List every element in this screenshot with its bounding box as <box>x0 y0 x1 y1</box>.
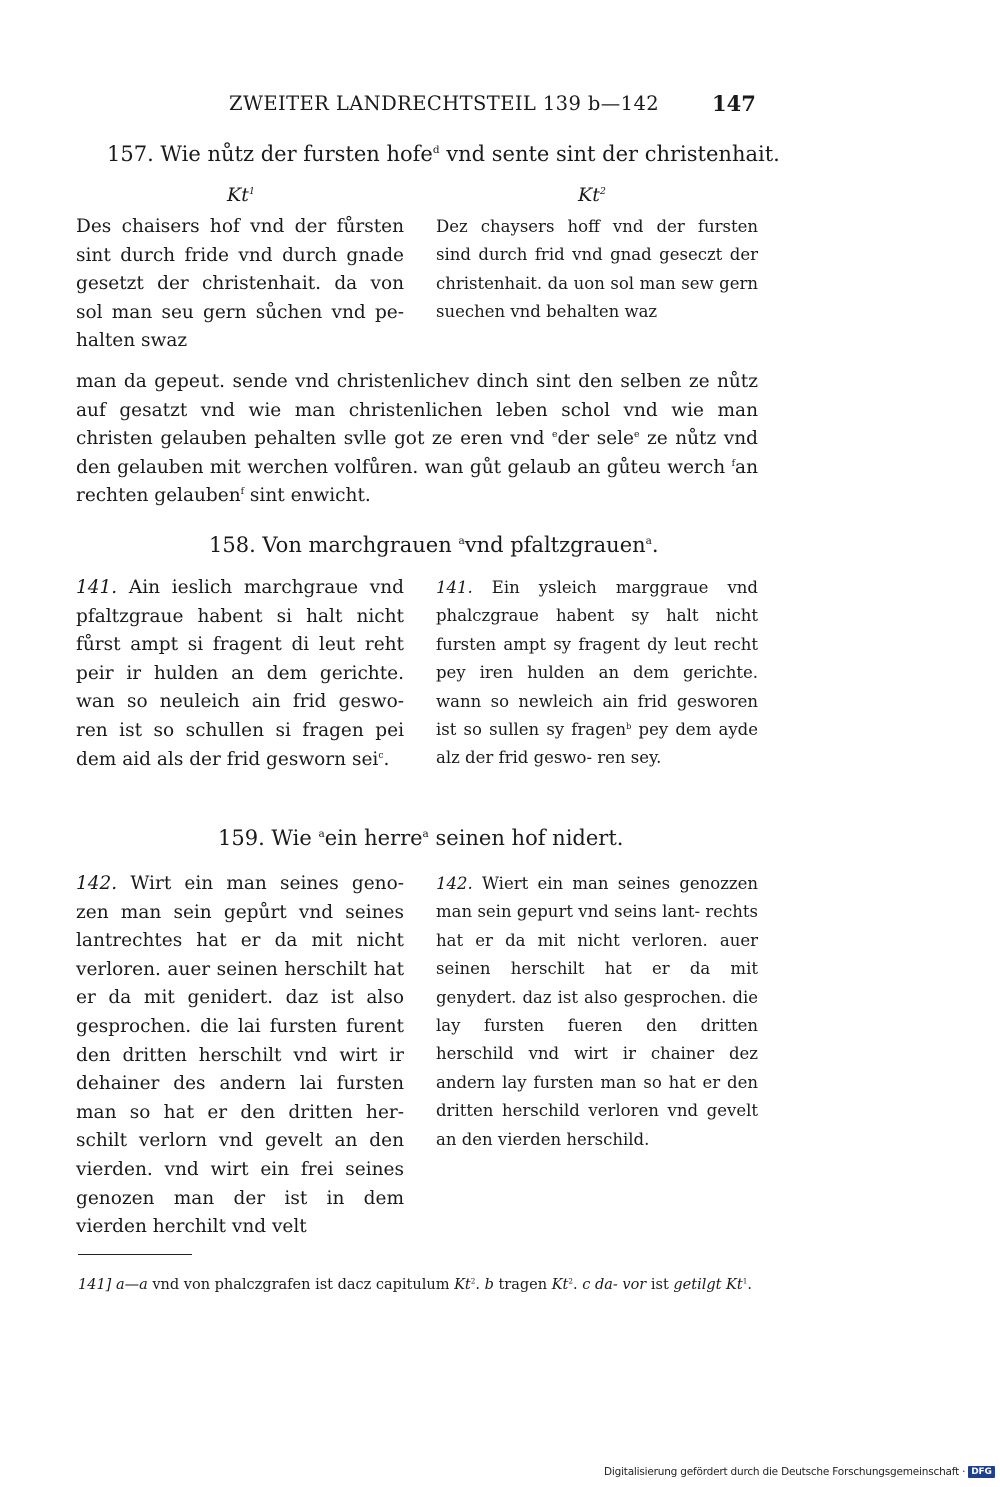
footnote-rule <box>78 1254 192 1255</box>
page-number: 147 <box>712 91 756 116</box>
chapter-158-left-column: 141. Ain ieslich marchgraue vnd pfaltzgraue habent si halt nicht fůrst ampt si fragent di leut reht peir ir hulden an dem gerichte. wan so neuleich ain frid geswo- ren ist so schullen si fragen pei dem aid als der frid gesworn sei$^c$. <box>76 577 404 770</box>
running-title: ZWEITER LANDRECHTSTEIL 139 b—142 <box>229 92 660 115</box>
chapter-157-left-column: Des chaisers hof vnd der fůrsten sint durch fride vnd durch gnade gesetzt der christenhait. da von sol man seu gern sůchen vnd pe- halten swaz <box>76 216 404 352</box>
chapter-159-left-column: 142. Wirt ein man seines geno- zen man sein gepůrt vnd seines lantrechtes hat er da mit nicht verloren. auer seinen herschilt hat er da mit genidert. daz ist also gesprochen. die lai fursten furent den dritten herschilt vnd wirt ir dehainer des andern lai fursten man so hat er den dritten her- schilt verlorn vnd gevelt an den vierden. vnd wirt ein frei seines genozen man der ist in dem vierden herchilt vnd velt <box>76 873 404 1238</box>
dfg-logo: DFG <box>968 1466 994 1478</box>
chapter-157-title: 157. Wie nůtz der fursten hofe$^d$ vnd sente sint der christenhait. <box>107 142 780 166</box>
chapter-158-right-column: 141. Ein ysleich marggraue vnd phalczgraue habent sy halt nicht fursten ampt sy fragent dy leut recht pey iren hulden an dem gerichte. wann so newleich ain frid gesworen ist so sullen sy fragen$^b$ pey dem ayde alz der frid geswo- ren sey. <box>436 578 759 768</box>
digitization-credit: Digitalisierung gefördert durch die Deutsche Forschungsgemeinschaft · DFG <box>604 1466 995 1478</box>
chapter-159-title: 159. Wie $^a$ein herre$^a$ seinen hof nidert. <box>218 826 624 850</box>
chapter-159-right-column: 142. Wiert ein man seines genozzen man sein gepurt vnd seins lant- rechts hat er da mit nicht verloren. auer seinen herschilt hat er da mit genydert. daz ist also gesprochen. die lay fursten fueren den dritten herschild vnd wirt ir chainer dez andern lay fursten man so hat er den dritten herschild verloren vnd gevelt an den vierden herschild. <box>436 874 758 1149</box>
footnote: 141] a—a vnd von phalczgrafen ist dacz capitulum Kt$^2$. b tragen Kt$^2$. c da- vor ist getilgt Kt$^1$. <box>78 1276 752 1293</box>
chapter-158-title: 158. Von marchgrauen $^a$vnd pfaltzgrauen$^a$. <box>209 533 659 557</box>
siglum-kt1: Kt$^1$ <box>227 184 255 206</box>
siglum-kt2: Kt$^2$ <box>578 184 606 206</box>
chapter-157-right-column: Dez chaysers hoff vnd der fursten sind durch frid vnd gnad geseczt der christenhait. da uon sol man sew gern suechen vnd behalten waz <box>436 217 758 322</box>
chapter-157-continuation: man da gepeut. sende vnd christenlichev dinch sint den selben ze nůtz auf gesatzt vnd wie man christenlichen leben schol vnd wie man christen gelauben pehalten svlle got ze eren vnd $^e$der sele$^e$ ze nůtz vnd den gelauben mit werchen volfůren. wan gůt gelaub an gůteu werch $^f$an rechten gelauben$^f$ sint enwicht. <box>76 371 758 507</box>
